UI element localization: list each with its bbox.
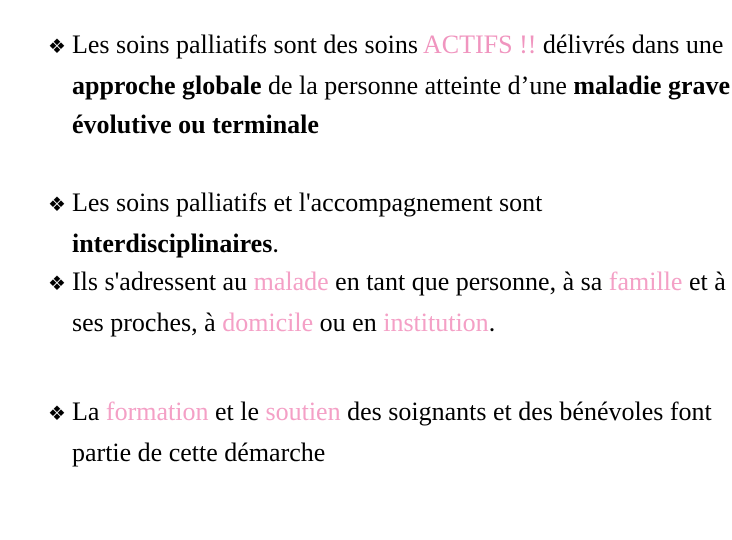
bullet-item (48, 183, 732, 263)
bullet-text: Les soins palliatifs sont des soins (72, 30, 423, 59)
diamond-bullet-icon: ❖ (48, 271, 66, 295)
bullet-item (48, 262, 732, 342)
bold-interdisciplinaires: interdisciplinaires (72, 229, 273, 258)
bullet-item (48, 25, 732, 144)
diamond-bullet-icon: ❖ (48, 401, 66, 425)
bullet-text: des soignants et des bénévoles font partie de cette démarche (72, 397, 712, 467)
highlight-soutien: soutien (265, 397, 341, 426)
bullet-item (48, 392, 732, 472)
bullet-text: en tant que personne, à sa (328, 267, 609, 296)
diamond-bullet-icon: ❖ (48, 34, 66, 58)
highlight-malade: malade (253, 267, 329, 296)
bullet-text: délivrés dans une (536, 30, 724, 59)
bold-maladie-grave: maladie grave évolutive ou terminale (72, 71, 731, 139)
highlight-famille: famille (608, 267, 683, 296)
highlight-domicile: domicile (222, 308, 314, 337)
highlight-institution: institution (383, 308, 489, 337)
bullet-text: et le (208, 397, 266, 426)
bullet-text: et à ses proches, à (72, 267, 726, 337)
bullet-text: Les soins palliatifs et l'accompagnement sont (72, 188, 543, 217)
bullet-text: . (272, 229, 279, 258)
bold-approche-globale: approche globale (72, 71, 262, 100)
highlight-actifs: ACTIFS !! (423, 30, 537, 59)
diamond-bullet-icon: ❖ (48, 192, 66, 216)
bullet-text: La (72, 397, 106, 426)
bullet-text: ou en (313, 308, 384, 337)
highlight-formation: formation (105, 397, 209, 426)
bullet-text: . (488, 308, 496, 337)
bullet-text: de la personne atteinte d’une (261, 71, 574, 100)
bullet-text: Ils s'adressent au (72, 267, 254, 296)
